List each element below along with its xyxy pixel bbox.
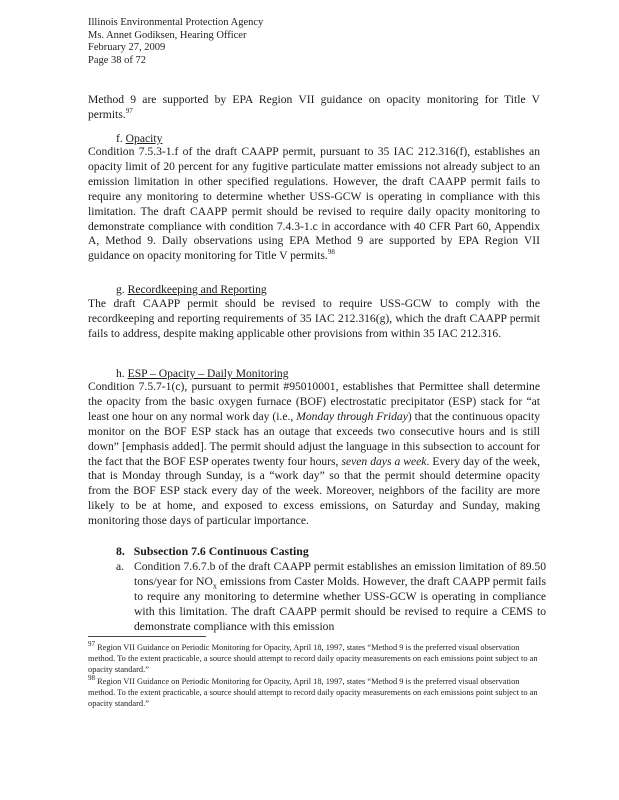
- footnote-text: Region VII Guidance on Periodic Monitoring for Opacity, April 18, 1997, states “Method 9 is the preferred visual observation method. To the extent practicable, a source should attempt to record daily opacity measurements on each emissions point subject to an opacity standard.”: [88, 643, 538, 675]
- footnote-ref-98: 98: [327, 248, 335, 257]
- subheading-f: [116, 131, 162, 146]
- subheading-f-title: Opacity: [125, 132, 163, 145]
- footnote-ref-97: 97: [125, 107, 133, 116]
- list-item-text: [134, 559, 546, 634]
- subheading-g-label: g.: [116, 283, 125, 296]
- footnote-text: Region VII Guidance on Periodic Monitoring for Opacity, April 18, 1997, states “Method 9 is the preferred visual observation method. To the extent practicable, a source should attempt to record daily opacity measurements on each emissions point subject to an opacity standard.”: [88, 676, 538, 709]
- section-title: Subsection 7.6 Continuous Casting: [133, 544, 309, 558]
- letter-header: [88, 17, 263, 67]
- paragraph-text: . Every day of the week, that is Monday through Sunday, is a “work day” so that the permit should determine opacity from the BOF ESP stack every day of the week. Moreover, neighbors of the facility are more likely to be at home, and exposed to excess emissions, on Saturday and Sunday, making monitoring those days of particular importance.: [88, 454, 541, 528]
- emphasis-text: Monday through Friday: [296, 409, 408, 423]
- paragraph-recordkeeping: The draft CAAPP permit should be revised to require USS-GCW to comply with the recordkeeping and reporting requirements of 35 IAC 212.316(g), which the draft CAAPP permit fails to address, despite making applicable other provisions from within 35 IAC 212.316.: [88, 297, 540, 340]
- header-page-number: Page 38 of 72: [88, 54, 147, 66]
- subheading-h-title: ESP – Opacity – Daily Monitoring: [127, 367, 289, 380]
- footnotes: [88, 642, 538, 709]
- paragraph-opacity: [88, 145, 540, 264]
- paragraph-text: emissions from Caster Molds. However, the draft CAAPP permit fails to require any monitoring to determine whether USS-GCW is operating in compliance with this limitation. The draft CAAPP permit should be revised to require a CEMS to demonstrate compliance with this emission: [134, 575, 546, 633]
- paragraph-text: Condition 7.5.3-1.f of the draft CAAPP permit, pursuant to 35 IAC 212.316(f), establishes an opacity limit of 20 percent for any fugitive particulate matter emissions not already subject to an emission limitation in other specified regulations. However, the draft CAAPP permit fails to require any monitoring to determine whether USS-GCW is operating in compliance with this limitation. The draft CAAPP permit should be revised to require daily opacity monitoring to demonstrate compliance with condition 7.4.3-1.c in accordance with 40 CFR Part 60, Appendix A, Method 9. Daily observations using EPA Method 9 are supported by EPA Region VII guidance on opacity monitoring for Title V permits.: [88, 145, 540, 263]
- header-agency: Illinois Environmental Protection Agency: [88, 17, 264, 28]
- subheading-g: [116, 282, 267, 297]
- header-officer: Ms. Annet Godiksen, Hearing Officer: [88, 29, 247, 41]
- footnote: [88, 673, 538, 710]
- section-number: 8.: [116, 544, 125, 558]
- subheading-h-label: h.: [116, 367, 125, 380]
- header-date: February 27, 2009: [88, 42, 166, 53]
- subheading-g-title: Recordkeeping and Reporting: [127, 283, 267, 296]
- emphasis-text: seven days a week: [341, 454, 427, 468]
- paragraph-text: Condition 7.5.7-1(c), pursuant to permit #95010001, establishes that Permittee shall determine the opacity from the basic oxygen furnace (BOF) electrostatic precipitator (ESP) stack for “at least one hour on any normal work day (i.e.,: [88, 380, 540, 423]
- paragraph-continuation: [88, 93, 540, 123]
- subheading-h: [116, 366, 289, 381]
- footnote: [88, 642, 538, 676]
- paragraph-esp-monitoring: [88, 380, 540, 529]
- subheading-f-label: f.: [116, 132, 123, 145]
- footnote-number: 97: [88, 640, 95, 649]
- paragraph-text: Condition 7.6.7.b of the draft CAAPP permit establishes an emission limitation of 89.50 tons/year for NO: [134, 560, 546, 588]
- list-marker: a.: [116, 560, 125, 573]
- paragraph-text: Method 9 are supported by EPA Region VII guidance on opacity monitoring for Title V permits.: [88, 93, 540, 121]
- subscript: x: [212, 581, 217, 591]
- section-heading-8: [116, 544, 309, 559]
- footnote-number: 98: [88, 673, 95, 682]
- paragraph-text: ) that the continuous opacity monitor on the BOF ESP stack has an outage that exceeds two consecutive hours and is still down” [emphasis added]. The permit should adjust the language in this subsection to account for the fact that the BOF ESP operates twenty four hours,: [88, 409, 540, 468]
- footnote-divider: [88, 636, 206, 637]
